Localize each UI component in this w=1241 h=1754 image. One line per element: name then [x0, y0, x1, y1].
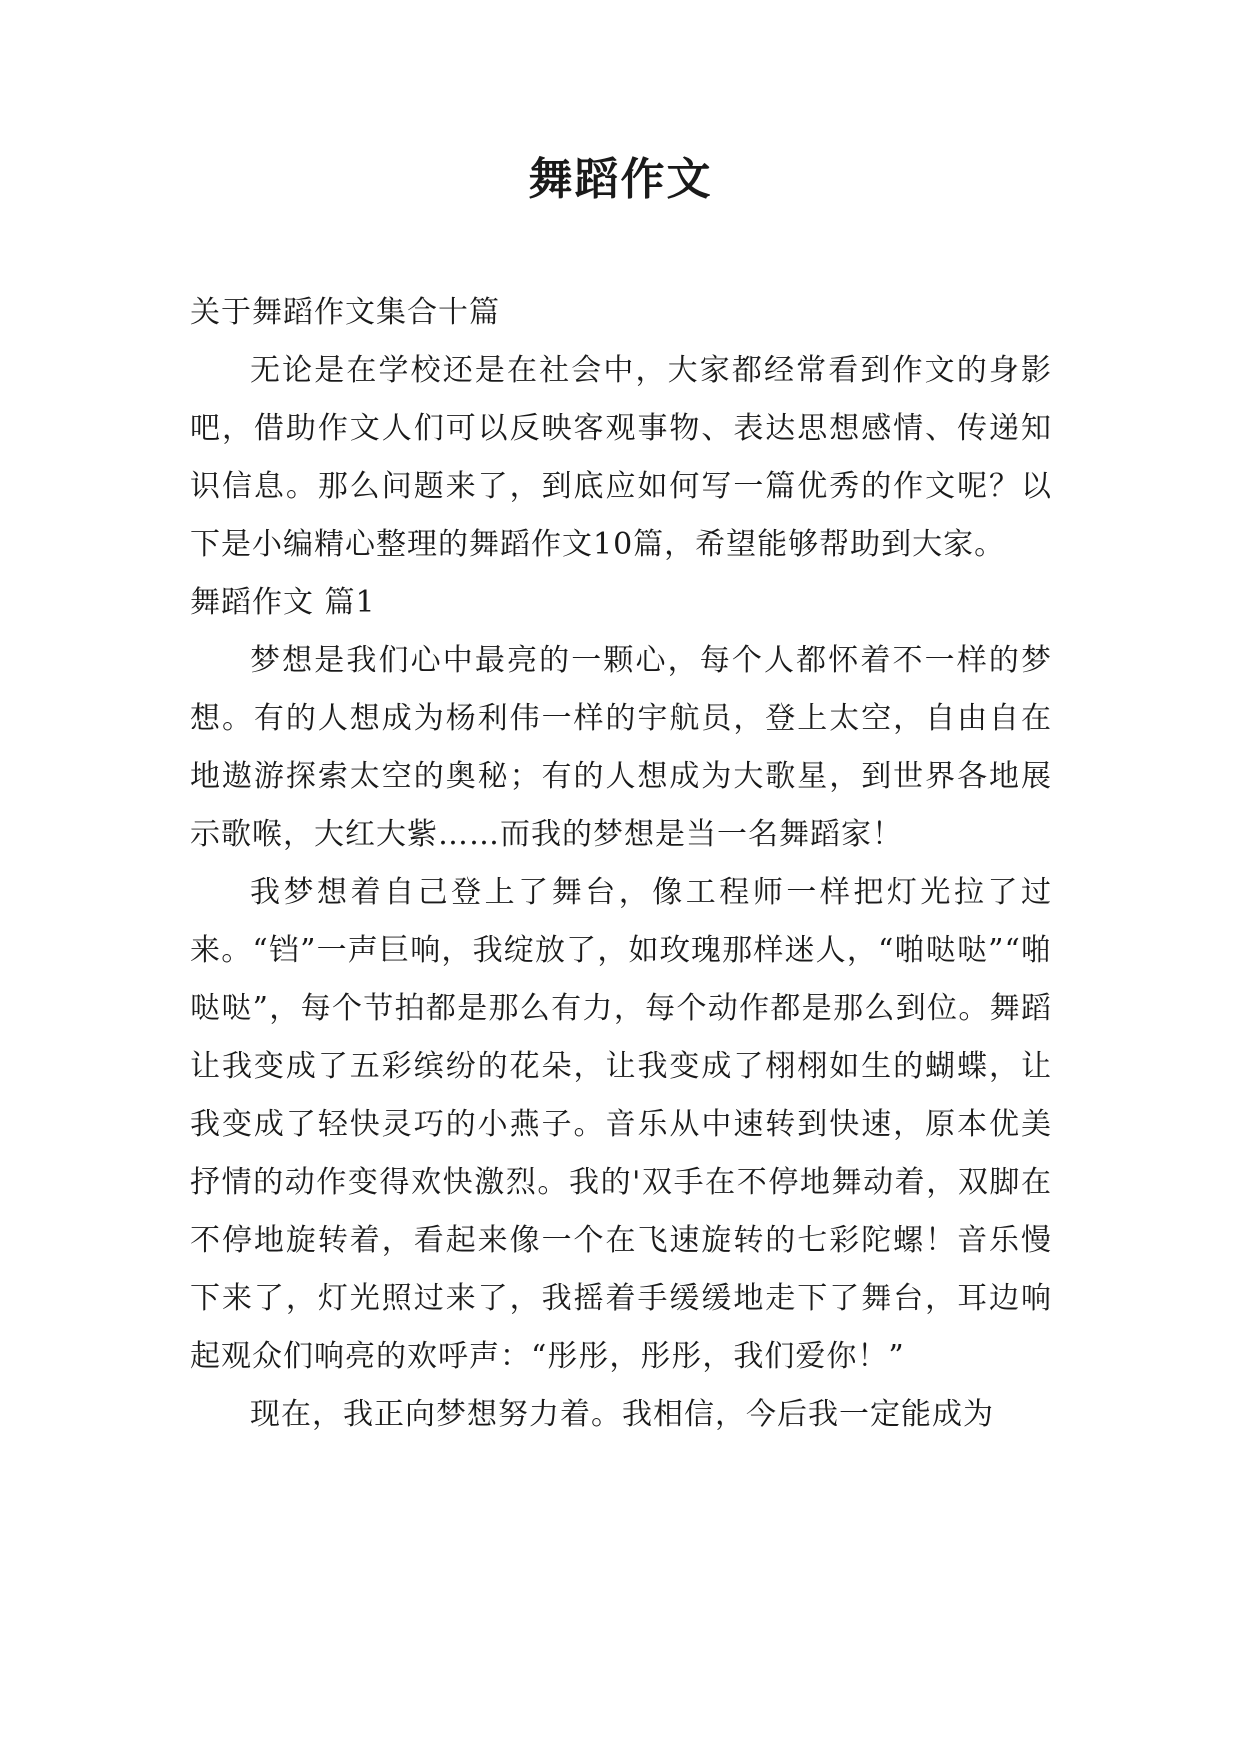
intro-paragraph: 无论是在学校还是在社会中，大家都经常看到作文的身影吧，借助作文人们可以反映客观事物、表达思想感情、传递知识信息。那么问题来了，到底应如何写一篇优秀的作文呢？以下是小编精心整理的舞蹈作文10篇，希望能够帮助到大家。	[190, 353, 1052, 562]
document-title: 舞蹈作文	[528, 154, 713, 205]
section-heading: 舞蹈作文 篇1	[190, 585, 376, 620]
body-paragraph: 现在，我正向梦想努力着。我相信，今后我一定能成为	[250, 1397, 994, 1432]
body-paragraph: 梦想是我们心中最亮的一颗心，每个人都怀着不一样的梦想。有的人想成为杨利伟一样的宇航员，登上太空，自由自在地遨游探索太空的奥秘；有的人想成为大歌星，到世界各地展示歌喉，大红大紫……而我的梦想是当一名舞蹈家！	[190, 643, 1052, 852]
body-paragraph: 我梦想着自己登上了舞台，像工程师一样把灯光拉了过来。“铛”一声巨响，我绽放了，如玫瑰那样迷人，“啪哒哒”“啪哒哒”，每个节拍都是那么有力，每个动作都是那么到位。舞蹈让我变成了五彩缤纷的花朵，让我变成了栩栩如生的蝴蝶，让我变成了轻快灵巧的小燕子。音乐从中速转到快速，原本优美抒情的动作变得欢快激烈。我的'双手在不停地舞动着，双脚在不停地旋转着，看起来像一个在飞速旋转的七彩陀螺！音乐慢下来了，灯光照过来了，我摇着手缓缓地走下了舞台，耳边响起观众们响亮的欢呼声：“彤彤，彤彤，我们爱你！”	[190, 875, 1052, 1374]
document-body	[190, 284, 1052, 1444]
document-subtitle: 关于舞蹈作文集合十篇	[190, 295, 500, 330]
